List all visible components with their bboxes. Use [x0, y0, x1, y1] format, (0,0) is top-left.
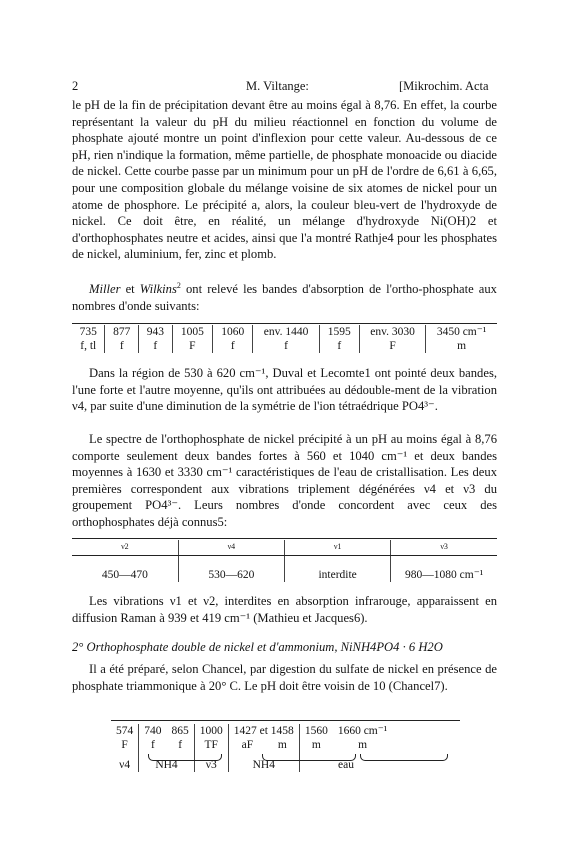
paragraph-6-text: Il a été préparé, selon Chancel, par digestion du sulfate de nickel en présence de phosphate triammonique à 20° C. Le pH doit être voisin de 10 (Chancel7). — [72, 662, 497, 693]
table-2-cell: 450—470 — [72, 554, 178, 582]
table-1-cell: env. 3030 — [360, 325, 426, 339]
table-1-top-rule — [72, 323, 497, 324]
table-1-cell: F — [360, 339, 426, 353]
table-2-cell: interdite — [285, 554, 391, 582]
section-heading — [72, 639, 497, 656]
section-title: 2° Orthophosphate double de nickel et d'ammonium, NiNH4PO4 · 6 H2O — [72, 640, 443, 654]
table-2-header-rule — [72, 555, 497, 556]
table-3-cell: m — [358, 739, 368, 751]
table-1-cell: 943 — [139, 325, 173, 339]
table-3-cell: 1427 et 1458 — [228, 724, 299, 738]
table-2 — [72, 540, 497, 582]
running-journal: [Mikrochim. Acta — [399, 79, 489, 93]
table-1-cell: m — [457, 340, 467, 352]
running-author: M. Viltange: — [246, 79, 309, 93]
table-2-cell: 530—620 — [178, 554, 284, 582]
table-1-cell: f — [213, 339, 253, 353]
table-1-cell: 735 — [72, 325, 105, 339]
table-1-cell: 3450 cm⁻¹ — [436, 326, 487, 338]
table-2-top-rule — [72, 538, 497, 539]
table-3-group: ν4 — [111, 752, 139, 772]
paragraph-4-text: Le spectre de l'orthophosphate de nickel précipité à un pH au moins égal à 8,76 comporte seulement deux bandes fortes à 560 et 1040 cm⁻¹ et deux bandes moyennes à 1630 et 3330 cm⁻¹ caractéristiques de l'eau de cristallisation. Les deux premières correspondent aux vibrations triplement dégénérées ν4 et ν3 du groupement PO4³⁻. Leurs nombres d'onde concordent avec ceux des orthophosphates déjà connus5: — [72, 432, 497, 529]
paragraph-4 — [72, 431, 497, 531]
table-1-cell: f, tl — [72, 339, 105, 353]
table-1-cell: 877 — [105, 325, 139, 339]
paragraph-3 — [72, 365, 497, 415]
table-1-cell: 1060 — [213, 325, 253, 339]
table-3-cell: f — [167, 738, 195, 752]
table-2-cell: 980—1080 cm⁻¹ — [405, 569, 484, 581]
table-1 — [72, 325, 497, 353]
table-3-cell: F — [111, 738, 139, 752]
conjunction: et — [125, 282, 135, 296]
table-1-cell: 1005 — [172, 325, 212, 339]
table-3-cell: 740 — [144, 725, 162, 737]
table-2-header: ν1 — [285, 540, 391, 554]
table-2-header: ν4 — [178, 540, 284, 554]
table-3-group: NH4 — [139, 752, 195, 772]
paragraph-1-text: le pH de la fin de précipitation devant être au moins égal à 8,76. En effet, la courbe représentant la valeur du pH du milieu réactionnel en fonction du volume de phosphate ajouté montre un point d'inflexion pour cette valeur. Au-dessous de ce pH, rien n'indique la formation, même partielle, de phosphate monoacide ou diacide de nickel. Cette courbe passe par un minimum pour un pH de l'ordre de 6,61 à 6,65, pour une composition globale du mélange voisine de six atomes de nickel pour un atome de phosphore. Le précipité a, alors, la couleur bleu-vert de l'hydroxyde de nickel. Ce doit être, en réalité, un mélange d'hydroxyde Ni(OH)2 et d'orthophosphates neutre et acides, ainsi que l'a montré Rathje4 pour les phosphates de nickel, aluminium, fer, zinc et plomb. — [72, 98, 497, 262]
table-1-cell: f — [319, 339, 359, 353]
table-3-cell: 865 — [167, 724, 195, 738]
table-2-header: ν2 — [72, 540, 178, 554]
table-3-top-rule — [111, 720, 460, 721]
reference-mark: 2 — [176, 280, 181, 290]
table-3-cell: 574 — [111, 724, 139, 738]
paragraph-1 — [72, 97, 497, 263]
table-3-cell: f — [150, 739, 155, 751]
table-1-row-values — [72, 325, 497, 339]
group-brace-eau — [360, 754, 448, 761]
page-number: 2 — [72, 79, 79, 93]
author-miller: Miller — [89, 282, 121, 296]
paragraph-5-text: Les vibrations ν1 et ν2, interdites en absorption infrarouge, apparaissent en diffusion Raman à 939 et 419 cm⁻¹ (Mathieu et Jacques6). — [72, 594, 497, 625]
table-2-header: ν3 — [440, 542, 448, 551]
table-3-row-values — [111, 724, 392, 738]
table-3-row-intensities — [111, 738, 392, 752]
table-3-cell: aF — [241, 739, 254, 751]
paragraph-2 — [72, 281, 497, 314]
table-1-cell: F — [172, 339, 212, 353]
table-2-row-values — [72, 554, 497, 582]
table-3-cell: TF — [194, 738, 228, 752]
table-3-cell: m — [311, 739, 321, 751]
table-3-cell: 1660 cm⁻¹ — [337, 725, 388, 737]
author-wilkins: Wilkins — [139, 282, 177, 296]
group-brace-nh4-1 — [148, 754, 222, 761]
group-brace-nh4-2 — [262, 754, 356, 761]
table-1-cell: env. 1440 — [253, 325, 319, 339]
paragraph-2-text: ont relevé les bandes d'absorption de l'ortho-phosphate aux nombres d'onde suivants: — [72, 282, 497, 313]
paragraph-3-text: Dans la région de 530 à 620 cm⁻¹, Duval et Lecomte1 ont pointé deux bandes, l'une forte et l'autre moyenne, qu'ils ont attribuées au dédouble-ment de la vibration ν4, par suite d'une diminution de la symétrie de l'ion tétraédrique PO4³⁻. — [72, 366, 497, 414]
table-1-cell: 1595 — [319, 325, 359, 339]
table-2-header-row — [72, 540, 497, 554]
table-1-cell: f — [105, 339, 139, 353]
table-3-group: eau — [338, 759, 355, 771]
table-1-cell: f — [253, 339, 319, 353]
table-3-cell: 1560 — [304, 725, 328, 737]
table-1-row-intensities — [72, 339, 497, 353]
table-3-group: NH4 — [228, 752, 299, 772]
paragraph-6 — [72, 661, 497, 694]
table-1-cell: f — [139, 339, 173, 353]
table-3-group: ν3 — [194, 752, 228, 772]
table-3-cell: 1000 — [194, 724, 228, 738]
table-3-cell: m — [266, 738, 299, 752]
paragraph-5 — [72, 593, 497, 626]
table-3 — [111, 724, 392, 772]
